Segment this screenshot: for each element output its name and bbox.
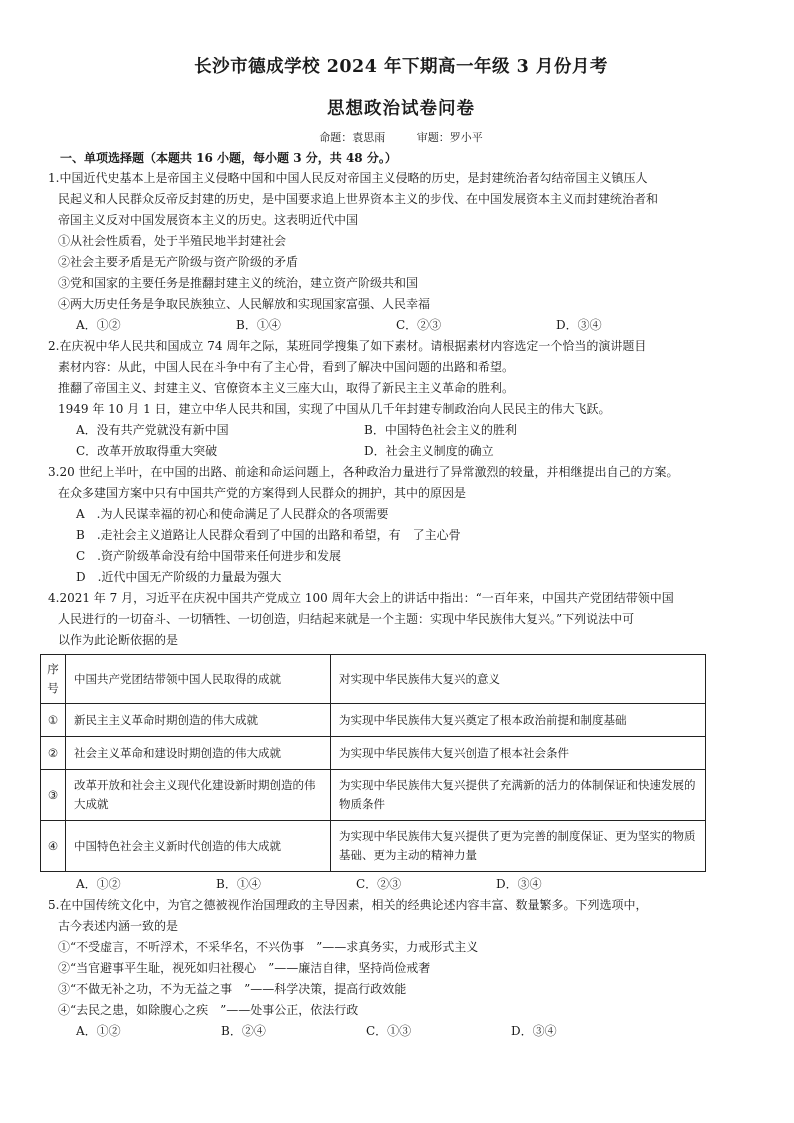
answer-options — [48, 874, 754, 895]
answer-options — [48, 441, 754, 462]
option-b[interactable]: B．中国特色社会主义的胜利 — [364, 423, 517, 437]
table-cell: ② — [41, 737, 66, 770]
question-1 — [48, 168, 754, 336]
exam-subtitle: 思想政治试卷问卷 — [327, 99, 475, 119]
answer-options — [48, 1021, 754, 1042]
question-2 — [48, 336, 754, 462]
option-b[interactable]: B．①④ — [216, 877, 261, 891]
table-cell: 为实现中华民族伟大复兴创造了根本社会条件 — [331, 737, 706, 770]
option-d[interactable]: D．③④ — [511, 1024, 557, 1038]
question-text-line: 4.2021 年 7 月，习近平在庆祝中国共产党成立 100 周年大会上的讲话中指出：“一百年来，中国共产党团结带领中国 — [48, 591, 674, 605]
question-3 — [48, 462, 754, 588]
question-text-line: 以作为此论断依据的是 — [58, 633, 179, 647]
option-c[interactable]: C .资产阶级革命没有给中国带来任何进步和发展 — [76, 549, 341, 563]
statement-item: ④两大历史任务是争取民族独立、人民解放和实现国家富强、人民幸福 — [58, 297, 431, 311]
table-row — [41, 737, 706, 770]
option-c[interactable]: C．②③ — [356, 877, 402, 891]
option-d[interactable]: D .近代中国无产阶级的力量最为强大 — [76, 570, 282, 584]
achievements-table — [40, 654, 706, 872]
question-text-line: 民起义和人民群众反帝反封建的历史，是中国要求追上世界资本主义的步伐、在中国发展资本主义而封建统治者和 — [58, 192, 659, 206]
table-cell: 为实现中华民族伟大复兴提供了充满新的活力的体制保证和快速发展的物质条件 — [331, 770, 706, 821]
table-row — [41, 770, 706, 821]
table-header-row — [41, 655, 706, 704]
table-cell: 为实现中华民族伟大复兴提供了更为完善的制度保证、更为坚实的物质基础、更为主动的精神力量 — [331, 821, 706, 872]
table-cell: 改革开放和社会主义现代化建设新时期创造的伟大成就 — [66, 770, 331, 821]
table-header-cell: 对实现中华民族伟大复兴的意义 — [331, 655, 706, 704]
option-a[interactable]: A．①② — [76, 1024, 121, 1038]
table-cell: 新民主主义革命时期创造的伟大成就 — [66, 704, 331, 737]
question-text-line: 人民进行的一切奋斗、一切牺牲、一切创造，归结起来就是一个主题：实现中华民族伟大复兴。”下列说法中可 — [58, 612, 635, 626]
option-a[interactable]: A．①② — [76, 877, 121, 891]
reviewer: 审题：罗小平 — [416, 131, 483, 144]
option-b[interactable]: B .走社会主义道路让人民群众看到了中国的出路和希望，有 了主心骨 — [76, 528, 461, 542]
question-4 — [48, 588, 754, 895]
question-text-line: 在众多建国方案中只有中国共产党的方案得到人民群众的拥护，其中的原因是 — [58, 486, 467, 500]
table-header-cell: 中国共产党团结带领中国人民取得的成就 — [66, 655, 331, 704]
setter: 命题：袁思雨 — [319, 131, 386, 144]
question-text-line: 古今表述内涵一致的是 — [58, 919, 179, 933]
table-row — [41, 704, 706, 737]
option-b[interactable]: B．②④ — [221, 1024, 266, 1038]
answer-options — [48, 420, 754, 441]
answer-options — [48, 315, 754, 336]
question-text-line: 5.在中国传统文化中，为官之德被视作治国理政的主导因素，相关的经典论述内容丰富、数量繁多。下列选项中， — [48, 898, 648, 912]
option-b[interactable]: B．①④ — [236, 318, 281, 332]
question-text-line: 1949 年 10 月 1 日，建立中华人民共和国，实现了中国从几千年封建专制政治向人民民主的伟大飞跃。 — [58, 402, 611, 416]
table-cell: 中国特色社会主义新时代创造的伟大成就 — [66, 821, 331, 872]
section-heading: 一、单项选择题（本题共 16 小题，每小题 3 分，共 48 分。） — [60, 151, 397, 165]
statement-item: ④“去民之患，如除腹心之疾 ”——处事公正，依法行政 — [58, 1003, 359, 1017]
option-a[interactable]: A .为人民谋幸福的初心和使命满足了人民群众的各项需要 — [76, 507, 389, 521]
option-c[interactable]: C．改革开放取得重大突破 — [76, 444, 218, 458]
statement-item: ②社会主要矛盾是无产阶级与资产阶级的矛盾 — [58, 255, 299, 269]
option-a[interactable]: A．①② — [76, 318, 121, 332]
exam-title: 长沙市德成学校 2024 年下期高一年级 3 月份月考 — [194, 57, 608, 77]
question-text-line: 1.中国近代史基本上是帝国主义侵略中国和中国人民反对帝国主义侵略的历史，是封建统治者勾结帝国主义镇压人 — [48, 171, 648, 185]
statement-item: ③党和国家的主要任务是推翻封建主义的统治，建立资产阶级共和国 — [58, 276, 419, 290]
statement-item: ③“不做无补之功，不为无益之事 ”——科学决策，提高行政效能 — [58, 982, 407, 996]
table-cell: ① — [41, 704, 66, 737]
option-d[interactable]: D．③④ — [556, 318, 602, 332]
statement-item: ①从社会性质看，处于半殖民地半封建社会 — [58, 234, 287, 248]
question-5 — [48, 895, 754, 1042]
option-a[interactable]: A．没有共产党就没有新中国 — [76, 423, 229, 437]
option-d[interactable]: D．社会主义制度的确立 — [364, 444, 494, 458]
table-cell: 为实现中华民族伟大复兴奠定了根本政治前提和制度基础 — [331, 704, 706, 737]
authors-line — [48, 128, 754, 148]
table-header-cell: 序号 — [41, 655, 66, 704]
table-row — [41, 821, 706, 872]
question-text-line: 素材内容：从此，中国人民在斗争中有了主心骨，看到了解决中国问题的出路和希望。 — [58, 360, 515, 374]
question-text-line: 推翻了帝国主义、封建主义、官僚资本主义三座大山，取得了新民主主义革命的胜利。 — [58, 381, 515, 395]
option-c[interactable]: C．①③ — [366, 1024, 412, 1038]
table-cell: ④ — [41, 821, 66, 872]
question-text-line: 2.在庆祝中华人民共和国成立 74 周年之际，某班同学搜集了如下素材。请根据素材内容选定一个恰当的演讲题目 — [48, 339, 647, 353]
table-cell: ③ — [41, 770, 66, 821]
option-c[interactable]: C．②③ — [396, 318, 442, 332]
statement-item: ①“不受虚言，不听浮术，不采华名，不兴伪事 ”——求真务实，力戒形式主义 — [58, 940, 479, 954]
statement-item: ②“当官避事平生耻，视死如归社稷心 ”——廉洁自律，坚持尚俭戒奢 — [58, 961, 431, 975]
question-text-line: 3.20 世纪上半叶，在中国的出路、前途和命运问题上，各种政治力量进行了异常激烈的较量，并相继提出自己的方案。 — [48, 465, 679, 479]
option-d[interactable]: D．③④ — [496, 877, 542, 891]
table-cell: 社会主义革命和建设时期创造的伟大成就 — [66, 737, 331, 770]
question-text-line: 帝国主义反对中国发展资本主义的历史。这表明近代中国 — [58, 213, 359, 227]
